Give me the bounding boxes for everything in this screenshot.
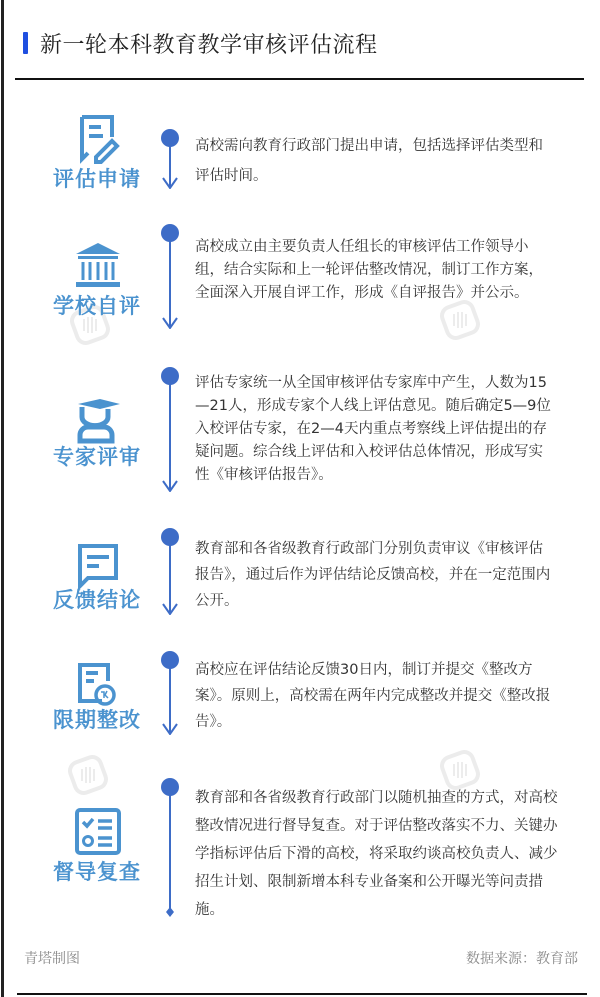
top-divider <box>15 78 584 80</box>
step-description: 评估专家统一从全国审核评估专家库中产生，人数为15—21人，形成专家个人线上评估意见。随后确定5—9位入校评估专家，在2—4天内重点考察线上评估提出的存疑问题。综合线上评估和入校评估总体情况，形成写实性《审核评估报告》。 <box>195 375 551 483</box>
page-title: 新一轮本科教育教学审核评估流程 <box>40 33 378 58</box>
step-description: 高校需向教育行政部门提出申请，包括选择评估类型和评估时间。 <box>195 138 543 184</box>
step-label: 督导复查 <box>53 860 141 884</box>
institution-building-icon <box>72 240 124 292</box>
step-label: 评估申请 <box>53 167 141 191</box>
bottom-divider <box>17 993 587 995</box>
form-edit-icon <box>72 113 124 165</box>
watermark-logo <box>68 755 108 795</box>
arrow-down-icon <box>162 723 178 735</box>
timeline-line <box>169 376 171 489</box>
watermark-logo <box>440 300 480 340</box>
arrow-down-icon <box>162 480 178 492</box>
timeline-line <box>169 537 171 612</box>
title-accent-bar <box>23 32 28 54</box>
step-label: 学校自评 <box>53 294 141 318</box>
step-label: 专家评审 <box>53 445 141 469</box>
footer-source: 数据来源：教育部 <box>466 951 578 967</box>
timeline-line <box>169 233 171 326</box>
diamond-end-icon <box>162 906 178 918</box>
arrow-down-icon <box>162 317 178 329</box>
timeline-line <box>169 787 171 912</box>
left-border <box>1 0 4 997</box>
step-description: 教育部和各省级教育行政部门以随机抽查的方式，对高校整改情况进行督导复查。对于评估整改落实不力、关键办学指标评估后下滑的高校，将采取约谈高校负责人、减少招生计划、限制新增本科专业备案和公开曝光等问责措施。 <box>195 790 558 918</box>
footer-credit: 青塔制图 <box>24 951 80 967</box>
step-label: 反馈结论 <box>53 588 141 612</box>
step-description: 高校应在评估结论反馈30日内，制订并提交《整改方案》。原则上，高校需在两年内完成整改并提交《整改报告》。 <box>195 662 551 730</box>
step-description: 高校成立由主要负责人任组长的审核评估工作领导小组，结合实际和上一轮评估整改情况，制订工作方案，全面深入开展自评工作，形成《自评报告》并公示。 <box>195 239 543 301</box>
timeline-line <box>169 660 171 732</box>
checklist-icon <box>72 806 124 858</box>
step-description: 教育部和各省级教育行政部门分别负责审议《审核评估报告》，通过后作为评估结论反馈高校，并在一定范围内公开。 <box>195 541 551 609</box>
step-label: 限期整改 <box>53 708 141 732</box>
graduate-expert-icon <box>72 395 124 447</box>
arrow-down-icon <box>162 603 178 615</box>
arrow-down-icon <box>162 177 178 189</box>
